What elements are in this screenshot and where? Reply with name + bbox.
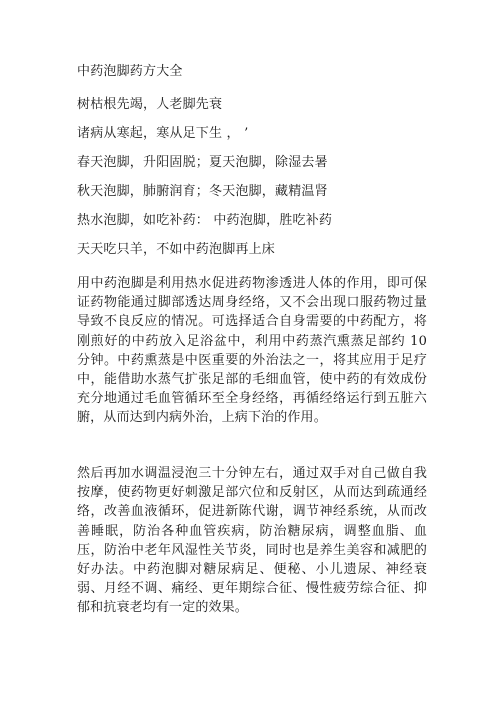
body-paragraph-2: 然后再加水调温浸泡三十分钟左右，通过双手对自己做自我按摩，使药物更好刺激足部穴位和反射区，从而达到疏通经络，改善血液循环，促进新陈代谢，调节神经系统，从而改善睡眠，防治各种血管疾病，防治糖尿病，调整血脂、血压，防治中老年风湿性关节炎，同时也是养生美容和减肥的好办法。中药泡脚对糖尿病足、便秘、小儿遗尿、神经衰弱、月经不调、痛经、更年期综合征、慢性疲劳综合征、抑郁和抗衰老均有一定的效果。 — [77, 466, 427, 616]
saying-line-2: 诸病从寒起，寒从足下生 ， ’ — [77, 126, 249, 141]
document-title: 中药泡脚药方大全 — [77, 64, 183, 79]
saying-line-3: 春天泡脚，升阳固脱；夏天泡脚，除湿去暑 — [77, 155, 328, 170]
saying-line-4: 秋天泡脚，肺腑润育；冬天泡脚，藏精温肾 — [77, 184, 328, 199]
saying-line-5: 热水泡脚，如吃补药： 中药泡脚，胜吃补药 — [77, 213, 333, 228]
saying-line-1: 树枯根先竭，人老脚先衰 — [77, 97, 223, 112]
saying-line-6: 天天吃只羊，不如中药泡脚再上床 — [77, 242, 276, 257]
body-paragraph-1: 用中药泡脚是利用热水促进药物渗透进人体的作用，即可保证药物能通过脚部透达周身经络，又不会出现口服药物过量导致不良反应的情况。可选择适合自身需要的中药配方，将刚煎好的中药放入足浴盆中，利用中药蒸汽熏蒸足部约 10 分钟。中药熏蒸是中医重要的外治法之一，将其应用于足疗中，能借助水蒸气扩张足部的毛细血管，使中药的有效成份充分地通过毛血管循环至全身经络，再循经络运行到五脏六腑，从而达到内病外治，上病下治的作用。 — [77, 276, 427, 426]
